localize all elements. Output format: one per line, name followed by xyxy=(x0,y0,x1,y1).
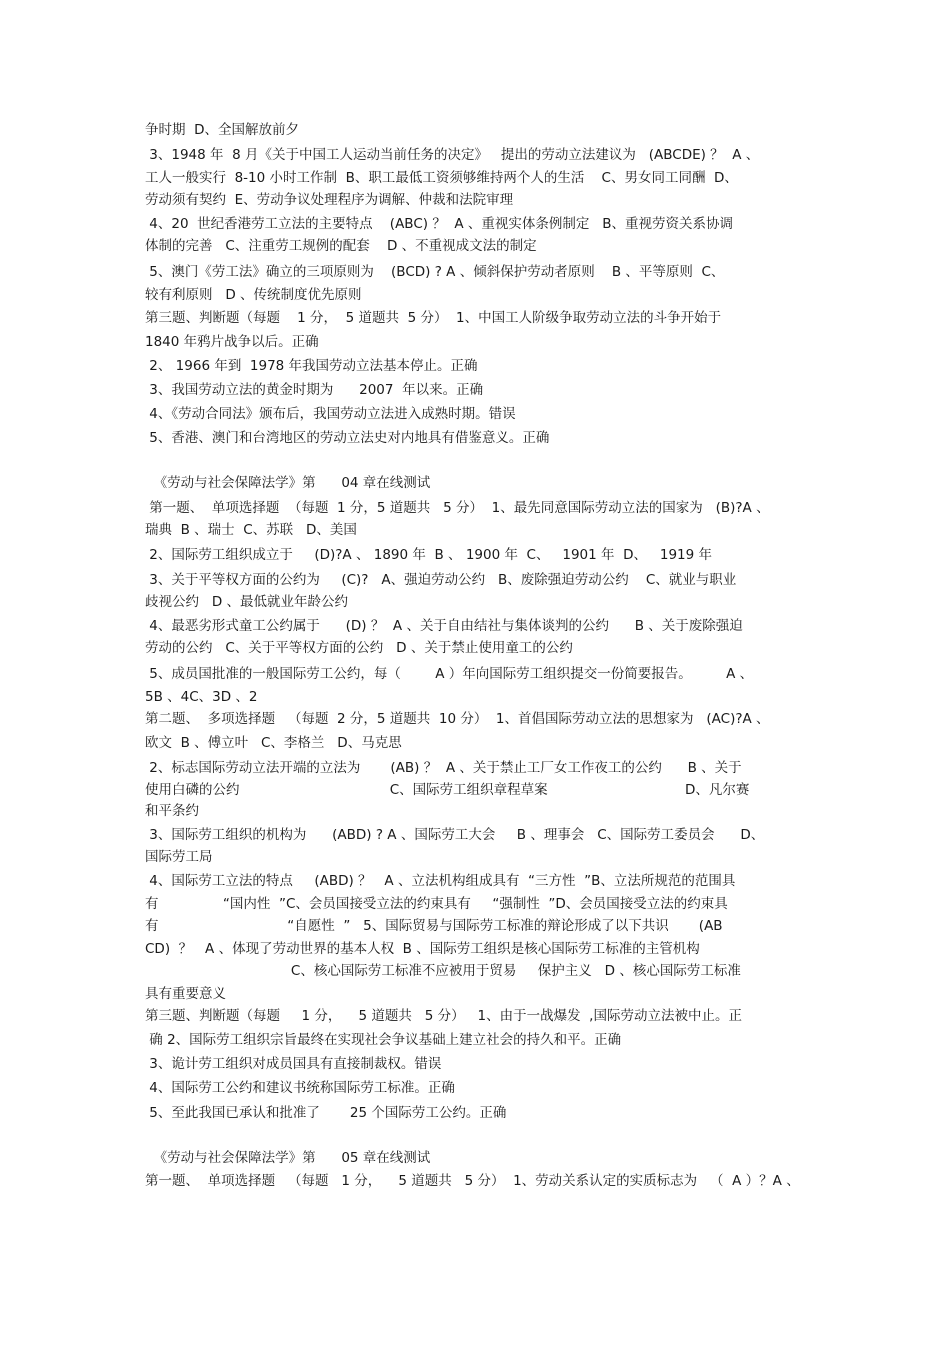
text-line: 5、成员国批准的一般国际劳工公约，每（ A ）年向国际劳工组织提交一份简要报告。 A 、 xyxy=(145,666,754,682)
text-line: 3、诡计劳工组织对成员国具有直接制裁权。错误 xyxy=(145,1056,442,1072)
text-line: 有 “国内性 ”C、会员国接受立法的约束具有 “强制性 ”D、会员国接受立法的约束具 xyxy=(145,896,728,912)
text-line: 较有利原则 D 、传统制度优先原则 xyxy=(145,287,362,303)
text-line: 具有重要意义 xyxy=(145,986,226,1002)
text-line: 1840 年鸦片战争以后。正确 xyxy=(145,334,319,350)
text-line: CD) ？ A 、体现了劳动世界的基本人权 B 、国际劳工组织是核心国际劳工标准的主管机构 xyxy=(145,941,700,957)
text-line: 体制的完善 C、注重劳工规例的配套 D 、不重视成文法的制定 xyxy=(145,238,537,254)
text-line: C、核心国际劳工标准不应被用于贸易 保护主义 D 、核心国际劳工标准 xyxy=(145,963,741,979)
text-line: 第二题、 多项选择题 （每题 2 分，5 道题共 10 分） 1、首倡国际劳动立法的思想家为 (AC)?A 、 xyxy=(145,711,770,727)
text-line: 国际劳工局 xyxy=(145,849,213,865)
text-line: 4、《劳动合同法》颁布后，我国劳动立法进入成熟时期。错误 xyxy=(145,406,516,422)
text-line: 3、1948 年 8 月《关于中国工人运动当前任务的决定》 提出的劳动立法建议为 (ABCDE) ？ A 、 xyxy=(145,147,760,163)
text-line: 争时期 D、全国解放前夕 xyxy=(145,122,299,138)
text-line: 5、澳门《劳工法》确立的三项原则为 (BCD) ? A 、倾斜保护劳动者原则 B 、平等原则 C、 xyxy=(145,264,725,280)
text-line: 3、我国劳动立法的黄金时期为 2007 年以来。正确 xyxy=(145,382,484,398)
text-line: 3、国际劳工组织的机构为 (ABD) ? A 、国际劳工大会 B 、理事会 C、国际劳工委员会 D、 xyxy=(145,827,765,843)
text-line: 5、香港、澳门和台湾地区的劳动立法史对内地具有借鉴意义。正确 xyxy=(145,430,550,446)
text-line: 4、国际劳工公约和建议书统称国际劳工标准。正确 xyxy=(145,1080,455,1096)
text-line: 第三题、判断题（每题 1 分， 5 道题共 5 分） 1、中国工人阶级争取劳动立法的斗争开始于 xyxy=(145,310,722,326)
text-line: 瑞典 B 、瑞士 C、苏联 D、美国 xyxy=(145,522,357,538)
text-line: 歧视公约 D 、最低就业年龄公约 xyxy=(145,594,349,610)
text-line: 第三题、判断题（每题 1 分， 5 道题共 5 分） 1、由于一战爆发 ,国际劳动立法被中止。正 xyxy=(145,1008,742,1024)
text-line: 3、关于平等权方面的公约为 (C)? A、强迫劳动公约 B、废除强迫劳动公约 C、就业与职业 xyxy=(145,572,737,588)
text-line: 欧文 B 、傅立叶 C、李格兰 D、马克思 xyxy=(145,735,402,751)
section-title: 《劳动与社会保障法学》第 05 章在线测试 xyxy=(145,1150,431,1166)
text-line: 第一题、 单项选择题 （每题 1 分，5 道题共 5 分） 1、最先同意国际劳动立法的国家为 (B)?A 、 xyxy=(145,500,770,516)
section-title: 《劳动与社会保障法学》第 04 章在线测试 xyxy=(145,475,431,491)
text-line: 使用白磷的公约 C、国际劳工组织章程草案 D、凡尔赛 xyxy=(145,782,750,798)
text-line: 有 “自愿性 ” 5、国际贸易与国际劳工标准的辩论形成了以下共识 (AB xyxy=(145,918,723,934)
text-line: 2、国际劳工组织成立于 (D)?A 、 1890 年 B 、 1900 年 C、 1901 年 D、 1919 年 xyxy=(145,547,712,563)
text-line: 5B 、4C、3D 、2 xyxy=(145,689,258,705)
text-line: 和平条约 xyxy=(145,803,199,819)
text-line: 4、20 世纪香港劳工立法的主要特点 (ABC) ？ A 、重视实体条例制定 B、重视劳资关系协调 xyxy=(145,216,734,232)
text-line: 劳动的公约 C、关于平等权方面的公约 D 、关于禁止使用童工的公约 xyxy=(145,640,573,656)
text-line: 2、 1966 年到 1978 年我国劳动立法基本停止。正确 xyxy=(145,358,478,374)
text-line: 确 2、国际劳工组织宗旨最终在实现社会争议基础上建立社会的持久和平。正确 xyxy=(145,1032,622,1048)
text-line: 5、至此我国已承认和批准了 25 个国际劳工公约。正确 xyxy=(145,1105,507,1121)
text-line: 第一题、 单项选择题 （每题 1 分， 5 道题共 5 分） 1、劳动关系认定的实质标志为 （ A ）？A 、 xyxy=(145,1173,800,1189)
text-line: 劳动须有契约 E、劳动争议处理程序为调解、仲裁和法院审理 xyxy=(145,192,514,208)
text-line: 2、标志国际劳动立法开端的立法为 (AB) ？ A 、关于禁止工厂女工作夜工的公约 B 、关于 xyxy=(145,760,742,776)
text-line: 工人一般实行 8-10 小时工作制 B、职工最低工资须够维持两个人的生活 C、男女同工同酬 D、 xyxy=(145,170,738,186)
text-line: 4、最恶劣形式童工公约属于 (D) ？ A 、关于自由结社与集体谈判的公约 B 、关于废除强迫 xyxy=(145,618,743,634)
text-line: 4、国际劳工立法的特点 (ABD) ？ A 、立法机构组成具有 “三方性 ”B、立法所规范的范围具 xyxy=(145,873,736,889)
